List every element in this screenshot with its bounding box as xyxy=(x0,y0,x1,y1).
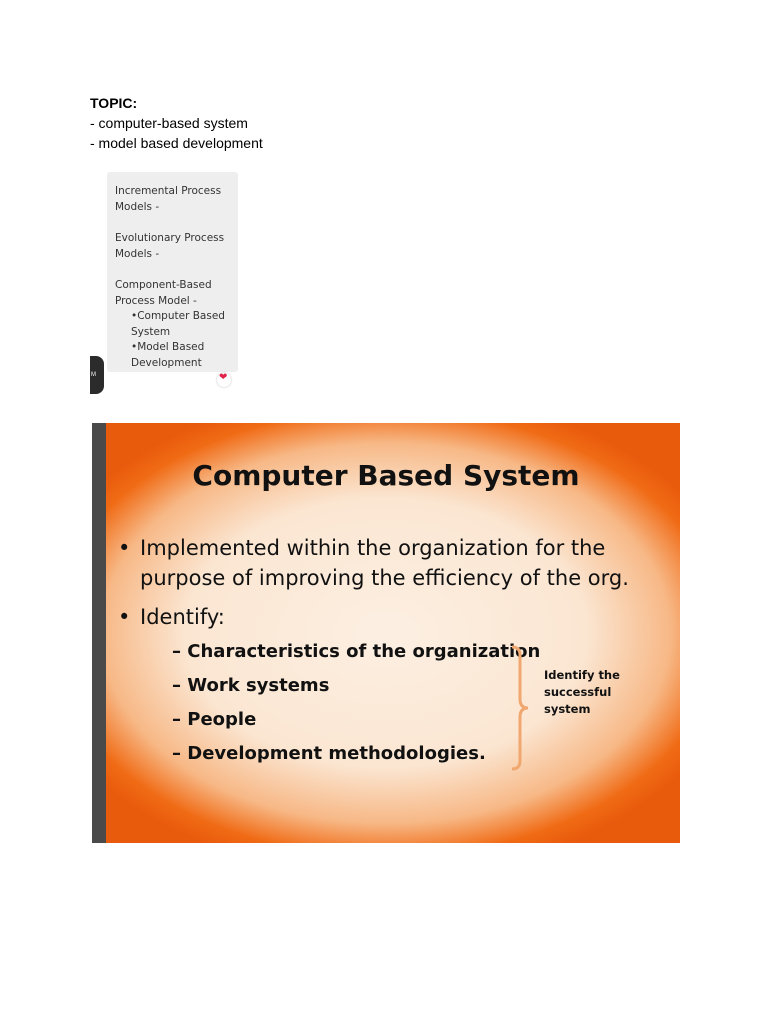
topic-heading: TOPIC: xyxy=(90,95,138,111)
slide-title: Computer Based System xyxy=(192,459,580,492)
slide-bullet-1: • Implemented within the organization for the purpose of improving the efficiency of the org. xyxy=(140,533,660,593)
topic-line-1: - computer-based system xyxy=(90,115,248,131)
curly-bracket-icon xyxy=(510,645,530,771)
heart-reaction-icon xyxy=(217,373,231,387)
chat-screenshot xyxy=(90,168,242,396)
chat-item-evolutionary: Evolutionary Process Models - xyxy=(115,232,225,260)
subpoint-people: – People xyxy=(172,709,257,730)
chat-bubble xyxy=(107,172,238,372)
bullet-icon: • xyxy=(118,605,131,629)
chat-item-component: Component-Based Process Model - xyxy=(115,279,212,307)
slide-bullet-2: • Identify: xyxy=(118,605,225,629)
chat-item-incremental: Incremental Process Models - xyxy=(115,185,222,213)
bullet-icon: • xyxy=(118,536,131,560)
topic-block xyxy=(90,93,263,153)
slide-note: Identify the successful system xyxy=(544,668,620,716)
slide-subpoints xyxy=(172,641,540,777)
subpoint-characteristics: – Characteristics of the organization xyxy=(172,641,541,662)
chat-subitem-model-based: •Model Based Development xyxy=(131,341,205,369)
chat-subitem-computer-based: •Computer Based System xyxy=(131,310,225,338)
slide-image xyxy=(92,423,680,843)
avatar: M xyxy=(90,356,104,394)
topic-line-2: - model based development xyxy=(90,135,263,151)
subpoint-work-systems: – Work systems xyxy=(172,675,330,696)
subpoint-development: – Development methodologies. xyxy=(172,743,486,764)
